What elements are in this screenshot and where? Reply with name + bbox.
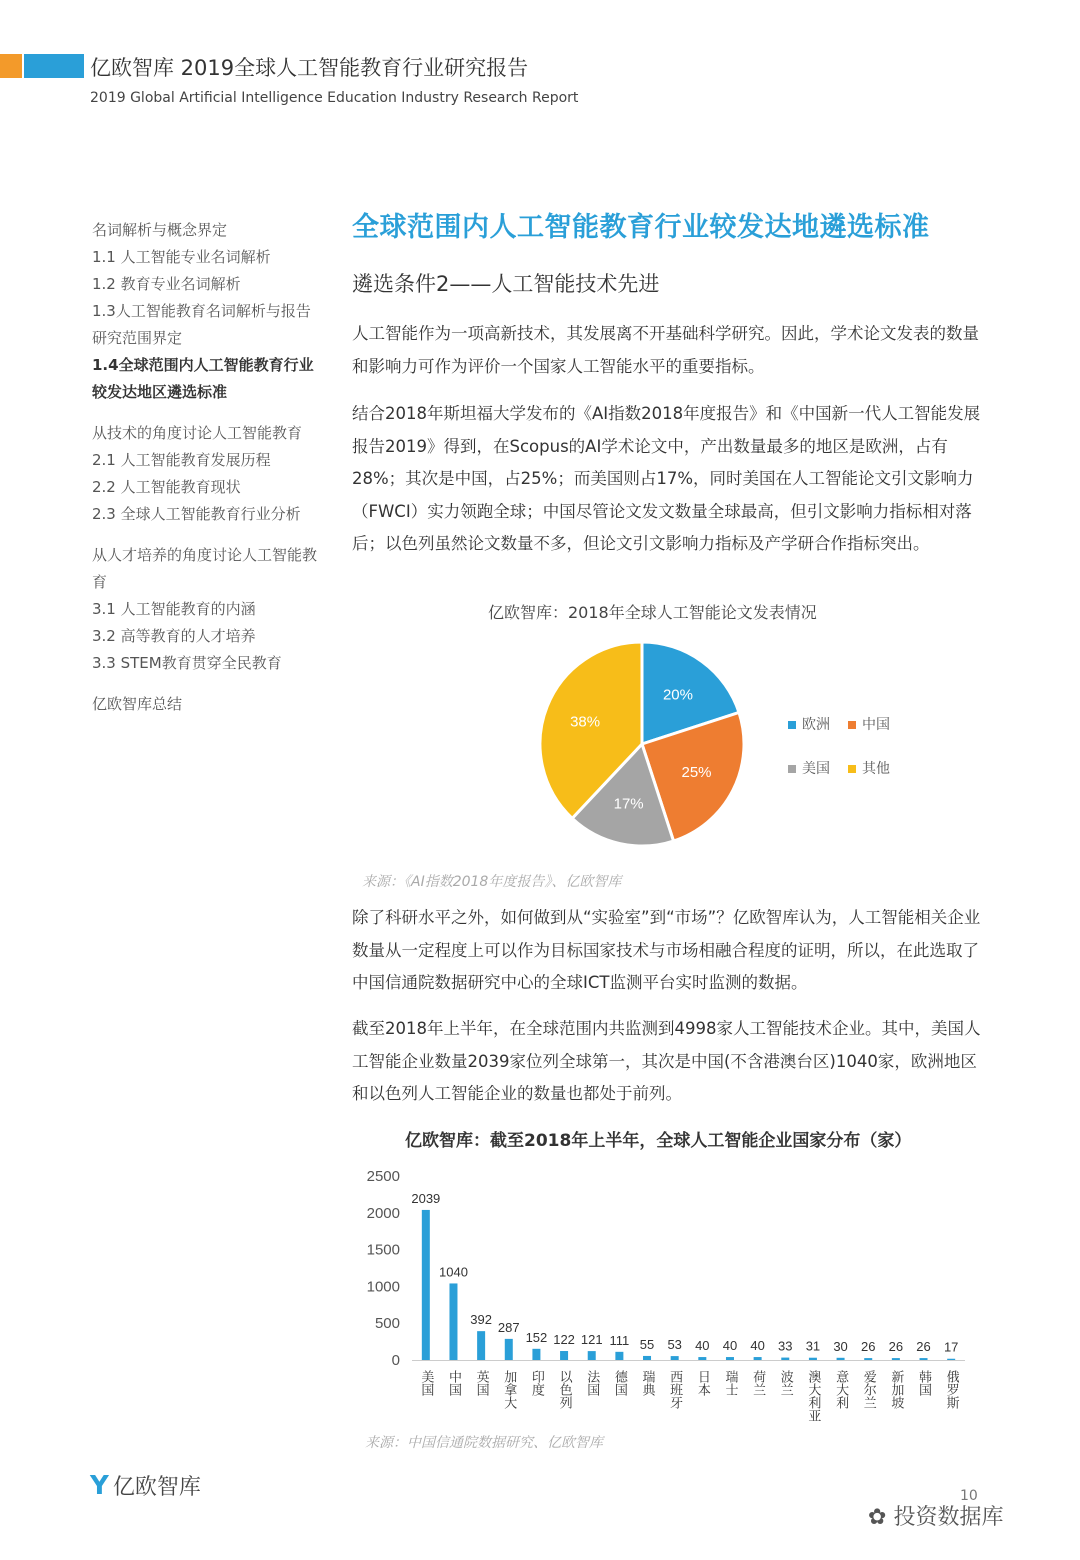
header-accent-blue bbox=[24, 54, 84, 78]
bar-category-label: 澳大利亚 bbox=[805, 1370, 821, 1422]
bar-category-label: 日本 bbox=[694, 1370, 710, 1396]
bar-category-label: 俄罗斯 bbox=[943, 1370, 959, 1409]
bar-category-label: 荷兰 bbox=[750, 1370, 766, 1396]
bar-category-label: 新加坡 bbox=[888, 1370, 904, 1409]
toc-item[interactable]: 2.3 全球人工智能教育行业分析 bbox=[92, 505, 301, 523]
bar bbox=[892, 1358, 900, 1360]
y-tick-label: 500 bbox=[374, 1315, 400, 1333]
bar-category-label: 瑞典 bbox=[639, 1370, 655, 1396]
pie-slice-label: 17% bbox=[613, 795, 644, 813]
bar-value-label: 2039 bbox=[411, 1190, 441, 1206]
pie-slice-label: 38% bbox=[570, 713, 601, 731]
bar-category-label: 以色列 bbox=[556, 1370, 572, 1409]
toc-item[interactable]: 名词解析与概念界定 bbox=[92, 221, 228, 239]
watermark: ✿ 投资数据库 bbox=[868, 1505, 1004, 1530]
bar-category-label: 美国 bbox=[418, 1370, 434, 1396]
bar bbox=[837, 1358, 845, 1360]
table-of-contents bbox=[92, 217, 322, 732]
bar bbox=[947, 1359, 955, 1360]
bar-source-note: 来源：中国信通院数据研究、亿欧智库 bbox=[365, 1435, 603, 1451]
bar bbox=[643, 1356, 651, 1360]
bar-value-label: 392 bbox=[470, 1312, 492, 1328]
bar-category-label: 中国 bbox=[445, 1370, 461, 1396]
pie-chart bbox=[522, 624, 762, 864]
logo-mark-icon: Y bbox=[90, 1471, 109, 1501]
bar-value-label: 1040 bbox=[439, 1264, 468, 1280]
bar-value-label: 152 bbox=[525, 1329, 548, 1345]
wechat-icon: ✿ bbox=[868, 1505, 887, 1530]
paragraph-2: 结合2018年斯坦福大学发布的《AI指数2018年度报告》和《中国新一代人工智能发展报告2019》得到，在Scopus的AI学术论文中，产出数量最多的地区是欧洲，占有28%；其次是中国，占25%；而美国则占17%，同时美国在人工智能论文引文影响力（FWCI）实力领跑全球；中国尽管论文发文数量全球最高，但引文影响力指标相对落后；以色列虽然论文数量不多，但论文引文影响力指标及产学研合作指标突出。 bbox=[352, 404, 981, 553]
bar-value-label: 33 bbox=[778, 1338, 793, 1354]
toc-item[interactable]: 亿欧智库总结 bbox=[92, 695, 183, 713]
bar bbox=[422, 1210, 430, 1360]
y-tick-label: 0 bbox=[391, 1352, 400, 1369]
bar-value-label: 26 bbox=[860, 1339, 876, 1355]
bar bbox=[754, 1357, 762, 1360]
bar-value-label: 55 bbox=[639, 1336, 655, 1352]
pie-slice-label: 20% bbox=[662, 686, 693, 704]
footer-logo bbox=[90, 1470, 201, 1501]
bar bbox=[588, 1351, 596, 1360]
pie-chart-title: 亿欧智库：2018年全球人工智能论文发表情况 bbox=[488, 603, 817, 622]
y-tick-label: 2500 bbox=[366, 1168, 400, 1185]
bar bbox=[920, 1358, 928, 1360]
paragraph-4: 截至2018年上半年，在全球范围内共监测到4998家人工智能技术企业。其中，美国人工智能企业数量2039家位列全球第一，其次是中国(不含港澳台区)1040家，欧洲地区和以色列人工智能企业的数量也都处于前列。 bbox=[352, 1019, 981, 1103]
pie-source-note: 来源：《AI指数2018年度报告》、亿欧智库 bbox=[362, 874, 622, 890]
bar bbox=[726, 1357, 734, 1360]
toc-item[interactable]: 3.2 高等教育的人才培养 bbox=[92, 627, 256, 645]
toc-item[interactable]: 2.2 人工智能教育现状 bbox=[92, 478, 241, 496]
header-accent-orange bbox=[0, 54, 22, 78]
bar-value-label: 122 bbox=[553, 1332, 575, 1348]
bar-value-label: 26 bbox=[888, 1339, 904, 1355]
report-subtitle: 2019 Global Artificial Intelligence Education Industry Research Report bbox=[90, 90, 579, 106]
bar-value-label: 31 bbox=[805, 1338, 821, 1354]
bar-value-label: 111 bbox=[609, 1332, 630, 1348]
bar-category-label: 法国 bbox=[584, 1370, 600, 1396]
bar-value-label: 40 bbox=[750, 1338, 765, 1354]
bar bbox=[671, 1356, 679, 1360]
bar bbox=[781, 1358, 789, 1360]
paragraph-1: 人工智能作为一项高新技术，其发展离不开基础科学研究。因此，学术论文发表的数量和影响力可作为评价一个国家人工智能水平的重要指标。 bbox=[352, 324, 979, 376]
bar bbox=[615, 1352, 623, 1360]
toc-item[interactable]: 从技术的角度讨论人工智能教育 bbox=[92, 424, 303, 442]
y-tick-label: 1000 bbox=[366, 1278, 400, 1296]
bar-category-label: 西班牙 bbox=[667, 1370, 683, 1409]
logo-text: 亿欧智库 bbox=[112, 1475, 201, 1500]
bar-value-label: 40 bbox=[722, 1338, 738, 1354]
y-tick-label: 2000 bbox=[366, 1204, 400, 1222]
bar bbox=[560, 1351, 568, 1360]
bar-category-label: 印度 bbox=[528, 1370, 544, 1396]
bar bbox=[532, 1349, 540, 1360]
toc-item[interactable]: 3.3 STEM教育贯穿全民教育 bbox=[92, 654, 282, 672]
bar-category-label: 加拿大 bbox=[501, 1370, 517, 1409]
legend-item-europe: 欧洲 bbox=[788, 714, 830, 734]
bar-chart-title: 亿欧智库：截至2018年上半年，全球人工智能企业国家分布（家） bbox=[405, 1131, 912, 1151]
bar-value-label: 287 bbox=[497, 1319, 520, 1335]
bar-category-label: 波兰 bbox=[777, 1370, 793, 1396]
bar-category-label: 瑞士 bbox=[722, 1370, 738, 1396]
toc-group-3 bbox=[92, 542, 322, 677]
toc-item[interactable]: 1.1 人工智能专业名词解析 bbox=[92, 248, 271, 266]
toc-item-current[interactable]: 1.4全球范围内人工智能教育行业较发达地区遴选标准 bbox=[92, 356, 314, 401]
toc-item[interactable]: 3.1 人工智能教育的内涵 bbox=[92, 600, 256, 618]
toc-group-4 bbox=[92, 691, 322, 718]
legend-swatch bbox=[788, 721, 796, 729]
main-headings bbox=[352, 205, 992, 298]
toc-group-2 bbox=[92, 420, 322, 528]
legend-item-usa: 美国 bbox=[788, 758, 830, 778]
y-tick-label: 1500 bbox=[366, 1241, 400, 1259]
bar-value-label: 17 bbox=[943, 1339, 959, 1355]
bar-value-label: 53 bbox=[667, 1337, 682, 1353]
bar-category-label: 意大利 bbox=[833, 1370, 849, 1409]
bar-value-label: 121 bbox=[580, 1332, 603, 1348]
bar-chart bbox=[350, 1155, 990, 1455]
bar-category-label: 韩国 bbox=[916, 1370, 932, 1396]
bar-value-label: 26 bbox=[916, 1339, 931, 1355]
toc-item[interactable]: 1.2 教育专业名词解析 bbox=[92, 275, 241, 293]
page-number: 10 bbox=[960, 1488, 978, 1504]
legend-item-other: 其他 bbox=[848, 758, 890, 778]
toc-item[interactable]: 1.3人工智能教育名词解析与报告研究范围界定 bbox=[92, 302, 311, 347]
toc-item[interactable]: 2.1 人工智能教育发展历程 bbox=[92, 451, 271, 469]
legend-swatch bbox=[848, 765, 856, 773]
legend-item-china: 中国 bbox=[848, 714, 890, 734]
bar bbox=[505, 1339, 513, 1360]
section-subheading: 遴选条件2——人工智能技术先进 bbox=[352, 272, 660, 296]
legend-swatch bbox=[848, 721, 856, 729]
paragraph-3: 除了科研水平之外，如何做到从“实验室”到“市场”？亿欧智库认为，人工智能相关企业数量从一定程度上可以作为目标国家技术与市场相融合程度的证明，所以，在此选取了中国信通院数据研究中心的全球ICT监测平台实时监测的数据。 bbox=[352, 908, 981, 992]
bar-value-label: 40 bbox=[695, 1338, 710, 1354]
bar-value-label: 30 bbox=[833, 1338, 848, 1354]
bar-category-label: 爱尔兰 bbox=[860, 1370, 876, 1409]
pie-slice-label: 25% bbox=[681, 763, 712, 781]
bar-category-label: 英国 bbox=[473, 1370, 489, 1396]
bar-category-label: 德国 bbox=[611, 1370, 627, 1396]
toc-item[interactable]: 从人才培养的角度讨论人工智能教育 bbox=[92, 546, 318, 591]
bar bbox=[477, 1331, 485, 1360]
bar bbox=[809, 1358, 817, 1360]
legend-swatch bbox=[788, 765, 796, 773]
report-title: 亿欧智库 2019全球人工智能教育行业研究报告 bbox=[90, 56, 529, 80]
toc-group-1 bbox=[92, 217, 322, 406]
bar bbox=[864, 1358, 872, 1360]
bar bbox=[449, 1283, 457, 1360]
bar bbox=[698, 1357, 706, 1360]
section-heading: 全球范围内人工智能教育行业较发达地遴选标准 bbox=[352, 212, 930, 243]
